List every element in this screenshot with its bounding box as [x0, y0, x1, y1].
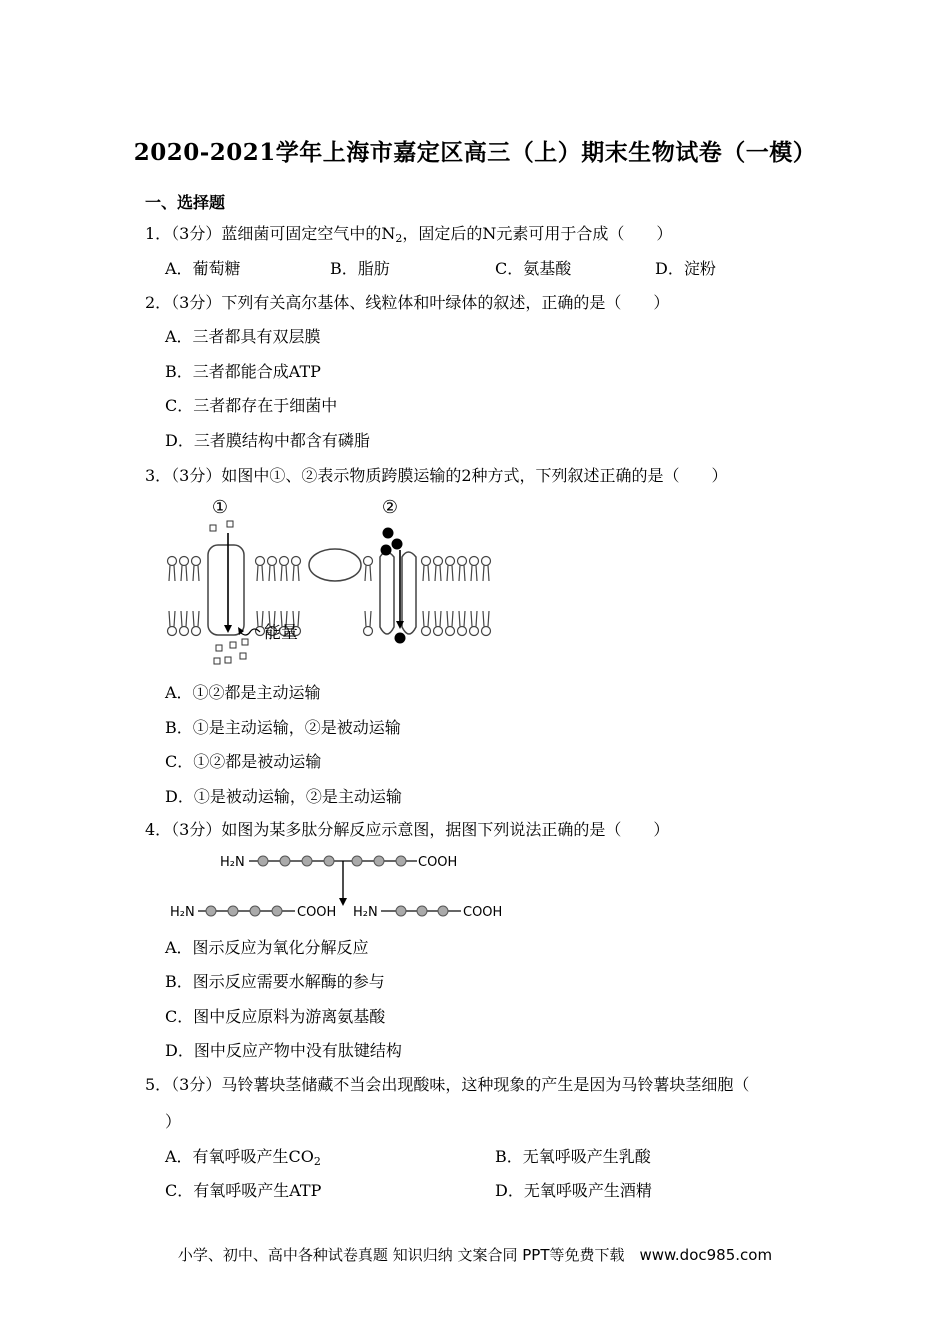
- polypeptide-hydrolysis-figure: [165, 848, 510, 923]
- question-3-stem: 3．（3分）如图中①、②表示物质跨膜运输的2种方式，下列叙述正确的是（ ）: [145, 466, 728, 485]
- q2-option-d: D．三者膜结构中都含有磷脂: [165, 431, 370, 450]
- q3-option-c: C．①②都是被动运输: [165, 752, 322, 771]
- q1-option-b: B．脂肪: [330, 259, 390, 278]
- q5-option-d: D．无氧呼吸产生酒精: [495, 1181, 652, 1200]
- left-carboxyl-label: COOH: [297, 905, 337, 920]
- question-2-stem: 2．（3分）下列有关高尔基体、线粒体和叶绿体的叙述，正确的是（ ）: [145, 293, 670, 312]
- q1-option-a: A．葡萄糖: [165, 259, 241, 278]
- question-5-stem: 5．（3分）马铃薯块茎储藏不当会出现酸味，这种现象的产生是因为马铃薯块茎细胞（: [145, 1075, 750, 1094]
- membrane-transport-figure: [160, 495, 500, 670]
- q4-option-a: A．图示反应为氧化分解反应: [165, 938, 369, 957]
- question-1-stem: 1．（3分）蓝细菌可固定空气中的$N_2$，固定后的N元素可用于合成（ ）: [145, 224, 673, 245]
- right-carboxyl-label: COOH: [463, 905, 503, 920]
- page-title: 2020-2021学年上海市嘉定区高三（上）期末生物试卷（一模）: [133, 139, 817, 166]
- section-heading: 一、选择题: [145, 193, 226, 212]
- q3-option-a: A．①②都是主动运输: [165, 683, 321, 702]
- q5-option-a: A．有氧呼吸产生$CO_2$: [165, 1147, 321, 1168]
- q4-option-c: C．图中反应原料为游离氨基酸: [165, 1007, 386, 1026]
- left-amino-label: H₂N: [170, 905, 195, 920]
- page-footer: 小学、初中、高中各种试卷真题 知识归纳 文案合同 PPT等免费下载 www.doc985.com: [177, 1246, 773, 1264]
- top-amino-label: H₂N: [220, 855, 245, 870]
- energy-label: 能量: [264, 623, 298, 643]
- q4-option-b: B．图示反应需要水解酶的参与: [165, 972, 385, 991]
- q5-option-b: B．无氧呼吸产生乳酸: [495, 1147, 651, 1166]
- q3-option-b: B．①是主动运输，②是被动运输: [165, 718, 401, 737]
- top-carboxyl-label: COOH: [418, 855, 458, 870]
- q2-option-b: B．三者都能合成ATP: [165, 362, 321, 381]
- q4-option-d: D．图中反应产物中没有肽键结构: [165, 1041, 402, 1060]
- q5-option-c: C．有氧呼吸产生ATP: [165, 1181, 322, 1200]
- figure-label-1: ①: [211, 497, 229, 518]
- q2-option-c: C．三者都存在于细菌中: [165, 396, 338, 415]
- right-amino-label: H₂N: [353, 905, 378, 920]
- q1-option-d: D．淀粉: [655, 259, 716, 278]
- question-5-stem-cont: ）: [165, 1112, 182, 1131]
- question-4-stem: 4．（3分）如图为某多肽分解反应示意图，据图下列说法正确的是（ ）: [145, 820, 670, 839]
- q1-option-c: C．氨基酸: [495, 259, 572, 278]
- q3-option-d: D．①是被动运输，②是主动运输: [165, 787, 402, 806]
- q2-option-a: A．三者都具有双层膜: [165, 327, 321, 346]
- figure-label-2: ②: [381, 497, 399, 518]
